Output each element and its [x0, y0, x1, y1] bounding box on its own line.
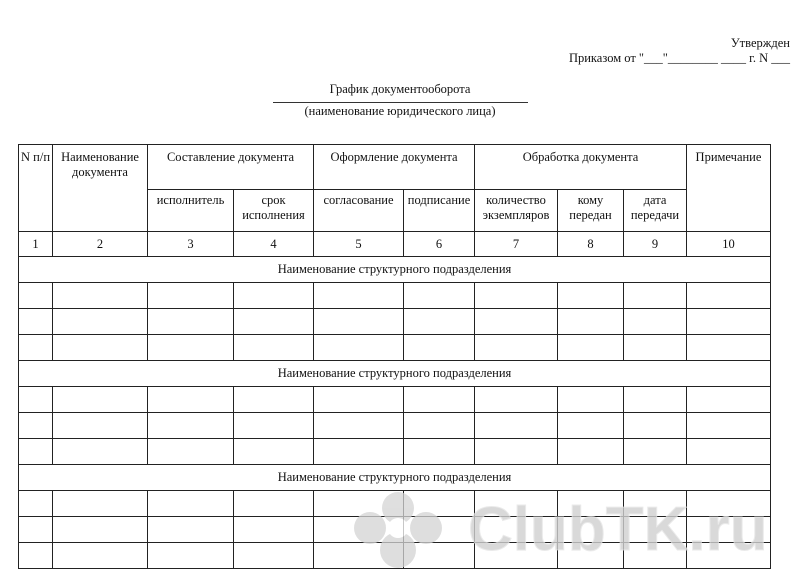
column-number: 5 — [314, 232, 404, 257]
header-copies: количество экземпляров — [475, 190, 558, 232]
table-cell[interactable] — [234, 491, 314, 517]
table-cell[interactable] — [314, 387, 404, 413]
table-cell[interactable] — [19, 491, 53, 517]
table-cell[interactable] — [624, 309, 687, 335]
table-cell[interactable] — [314, 335, 404, 361]
table-cell[interactable] — [404, 517, 475, 543]
column-number: 7 — [475, 232, 558, 257]
table-cell[interactable] — [53, 335, 148, 361]
table-cell[interactable] — [404, 439, 475, 465]
table-cell[interactable] — [148, 491, 234, 517]
table-cell[interactable] — [687, 283, 771, 309]
table-cell[interactable] — [53, 309, 148, 335]
section-row — [19, 257, 771, 283]
table-cell[interactable] — [624, 283, 687, 309]
table-cell[interactable] — [314, 283, 404, 309]
table-cell[interactable] — [53, 439, 148, 465]
table-cell[interactable] — [148, 309, 234, 335]
table-cell[interactable] — [687, 413, 771, 439]
table-cell[interactable] — [558, 491, 624, 517]
table-cell[interactable] — [687, 439, 771, 465]
table-cell[interactable] — [234, 543, 314, 569]
table-cell[interactable] — [19, 439, 53, 465]
title-block — [0, 82, 800, 119]
header-row-1 — [19, 145, 771, 190]
table-cell[interactable] — [475, 517, 558, 543]
table-cell[interactable] — [558, 387, 624, 413]
table-row — [19, 387, 771, 413]
header-deadline: срок исполнения — [234, 190, 314, 232]
column-number: 2 — [53, 232, 148, 257]
table-cell[interactable] — [314, 413, 404, 439]
section-label: Наименование структурного подразделения — [19, 257, 771, 283]
table-cell[interactable] — [53, 517, 148, 543]
table-cell[interactable] — [148, 335, 234, 361]
table-cell[interactable] — [148, 517, 234, 543]
table-row — [19, 309, 771, 335]
table-cell[interactable] — [687, 517, 771, 543]
table-cell[interactable] — [475, 309, 558, 335]
table-cell[interactable] — [314, 439, 404, 465]
section-row — [19, 465, 771, 491]
header-num: N п/п — [19, 145, 53, 232]
table-cell[interactable] — [687, 543, 771, 569]
table-cell[interactable] — [19, 517, 53, 543]
table-cell[interactable] — [475, 387, 558, 413]
table-cell[interactable] — [234, 309, 314, 335]
table-cell[interactable] — [475, 413, 558, 439]
table-cell[interactable] — [19, 543, 53, 569]
document-title: График документооборота — [329, 82, 471, 96]
table-cell[interactable] — [53, 413, 148, 439]
approval-stamp — [569, 36, 790, 66]
table-cell[interactable] — [404, 283, 475, 309]
header-processing: Обработка документа — [475, 145, 687, 190]
table-cell[interactable] — [475, 491, 558, 517]
table-cell[interactable] — [314, 309, 404, 335]
table-cell[interactable] — [624, 413, 687, 439]
table-cell[interactable] — [19, 335, 53, 361]
table-cell[interactable] — [558, 543, 624, 569]
document-flow-table — [18, 144, 771, 569]
header-approval: согласование — [314, 190, 404, 232]
column-number: 1 — [19, 232, 53, 257]
header-doc-name: Наименование документа — [53, 145, 148, 232]
table-cell[interactable] — [558, 439, 624, 465]
table-cell[interactable] — [404, 335, 475, 361]
column-number: 4 — [234, 232, 314, 257]
table-cell[interactable] — [558, 283, 624, 309]
table-cell[interactable] — [234, 413, 314, 439]
table-cell[interactable] — [234, 439, 314, 465]
table-cell[interactable] — [558, 335, 624, 361]
table-cell[interactable] — [404, 413, 475, 439]
table-row — [19, 283, 771, 309]
table-cell[interactable] — [475, 283, 558, 309]
table-cell[interactable] — [475, 439, 558, 465]
table-row — [19, 335, 771, 361]
table-cell[interactable] — [53, 283, 148, 309]
table-cell[interactable] — [404, 543, 475, 569]
table-cell[interactable] — [148, 413, 234, 439]
table-cell[interactable] — [19, 309, 53, 335]
table-cell[interactable] — [624, 491, 687, 517]
table-cell[interactable] — [687, 335, 771, 361]
table-cell[interactable] — [148, 387, 234, 413]
table-cell[interactable] — [404, 491, 475, 517]
table-cell[interactable] — [624, 335, 687, 361]
table-cell[interactable] — [234, 517, 314, 543]
table-cell[interactable] — [404, 387, 475, 413]
header-formatting: Оформление документа — [314, 145, 475, 190]
header-note: Примечание — [687, 145, 771, 232]
table-cell[interactable] — [624, 543, 687, 569]
table-cell[interactable] — [53, 387, 148, 413]
table-cell[interactable] — [314, 491, 404, 517]
column-number: 9 — [624, 232, 687, 257]
table-cell[interactable] — [148, 283, 234, 309]
header-executor: исполнитель — [148, 190, 234, 232]
header-transfer-date: дата передачи — [624, 190, 687, 232]
table-cell[interactable] — [234, 335, 314, 361]
org-name-underline — [273, 102, 528, 103]
column-number: 8 — [558, 232, 624, 257]
table-row — [19, 517, 771, 543]
table-cell[interactable] — [687, 491, 771, 517]
table-cell[interactable] — [624, 439, 687, 465]
table-cell[interactable] — [19, 283, 53, 309]
table-cell[interactable] — [234, 283, 314, 309]
table-cell[interactable] — [475, 335, 558, 361]
approval-line-2: Приказом от "___"________ ____ г. N ___ — [568, 51, 790, 65]
header-to-whom: кому передан — [558, 190, 624, 232]
table-cell[interactable] — [558, 517, 624, 543]
column-number-row — [19, 232, 771, 257]
column-number: 3 — [148, 232, 234, 257]
column-number: 10 — [687, 232, 771, 257]
table-cell[interactable] — [53, 543, 148, 569]
table-cell[interactable] — [19, 413, 53, 439]
table-cell[interactable] — [687, 309, 771, 335]
table-cell[interactable] — [314, 517, 404, 543]
table-row — [19, 413, 771, 439]
watermark-text: ClubTK.ru — [468, 495, 768, 564]
table-row — [19, 491, 771, 517]
table-cell[interactable] — [53, 491, 148, 517]
approval-line-1: Утвержден — [730, 36, 790, 50]
header-composition: Составление документа — [148, 145, 314, 190]
table-row — [19, 543, 771, 569]
table-cell[interactable] — [624, 517, 687, 543]
table-cell[interactable] — [234, 387, 314, 413]
table-cell[interactable] — [404, 309, 475, 335]
section-label: Наименование структурного подразделения — [19, 465, 771, 491]
table-cell[interactable] — [148, 439, 234, 465]
table-cell[interactable] — [19, 387, 53, 413]
section-row — [19, 361, 771, 387]
table-row — [19, 439, 771, 465]
org-name-caption: (наименование юридического лица) — [304, 104, 496, 118]
table-cell[interactable] — [558, 309, 624, 335]
section-label: Наименование структурного подразделения — [19, 361, 771, 387]
table-cell[interactable] — [687, 387, 771, 413]
header-signing: подписание — [404, 190, 475, 232]
table-cell[interactable] — [475, 543, 558, 569]
table-cell[interactable] — [624, 387, 687, 413]
table-cell[interactable] — [314, 543, 404, 569]
table-cell[interactable] — [148, 543, 234, 569]
column-number: 6 — [404, 232, 475, 257]
table-cell[interactable] — [558, 413, 624, 439]
